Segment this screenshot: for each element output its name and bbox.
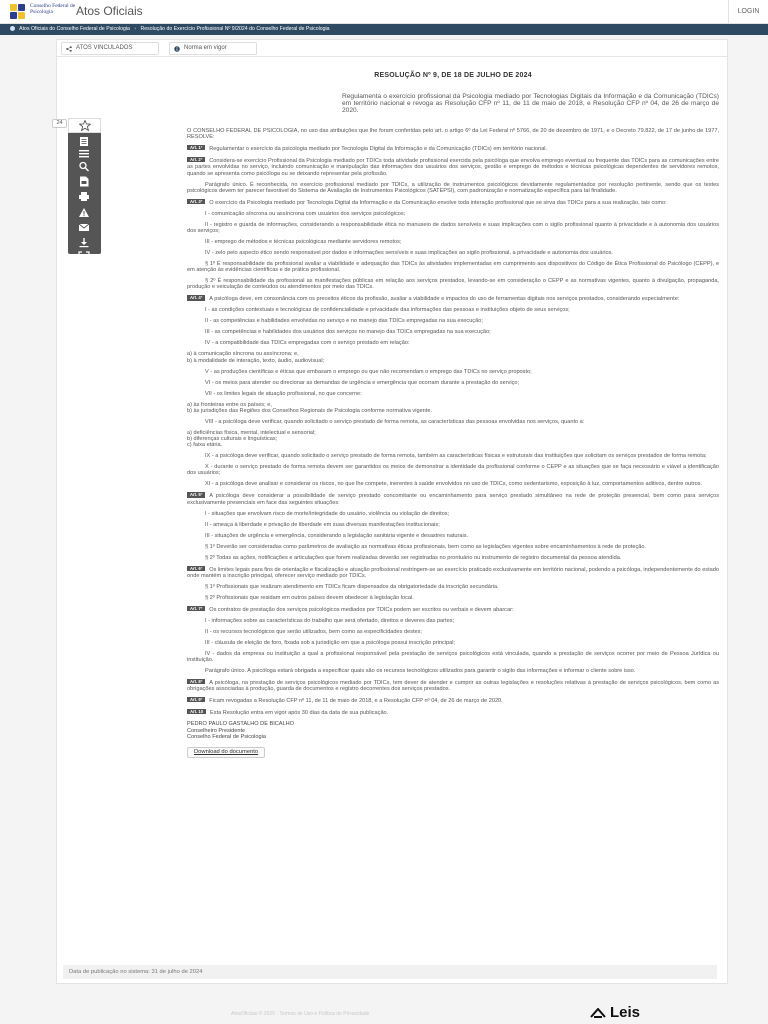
paragraph-text: § 2º Profissionais que residam em outros países devem obedecer à legislação local. — [205, 594, 414, 601]
tab-norma-em-vigor[interactable] — [169, 42, 257, 55]
document-paragraph — [187, 222, 719, 234]
article-label: Art. 4º — [187, 295, 205, 300]
download-tool-button[interactable] — [68, 235, 101, 250]
document-paragraph — [187, 351, 719, 363]
paragraph-text: VIII - a psicóloga deve verificar, quando solicitado o serviço prestado de forma remota, as características das pessoas envolvidas nos serviços, quanto a: — [205, 418, 585, 425]
document-paragraph — [187, 182, 719, 194]
signature-name: PEDRO PAULO GASTALHO DE BICALHO — [187, 721, 295, 728]
document-paragraph — [187, 430, 719, 449]
paragraph-text: XI - a psicóloga deve analisar e considerar os riscos, no que lhe compete, inerentes à saúde envolvidos no uso de TDICs, como sedentarismo, exposição à luz, comportamentos aditivos, dentre outros. — [205, 481, 703, 488]
document-paragraph — [187, 199, 719, 206]
cfp-logo[interactable] — [10, 3, 76, 21]
document-body — [187, 72, 719, 758]
article-label: Art. 7º — [187, 606, 205, 611]
document-paragraph — [187, 453, 719, 459]
paragraph-text: Ficam revogadas a Resolução CFP nº 11, de 11 de maio de 2018, e a Resolução CFP nº 04, de 26 de março de 2020. — [209, 698, 503, 705]
article-label: Art. 2º — [187, 157, 205, 162]
article-label: Art. 10 — [187, 709, 206, 714]
favorite-button[interactable] — [68, 118, 101, 133]
download-icon — [78, 237, 90, 248]
paragraph-text: O exercício da Psicologia mediado por Tecnologia Digital da Informação e da Comunicação envolve toda interação profissional que se sirva das TDICs para a sua realização, tais como: — [209, 199, 667, 206]
breadcrumb — [0, 24, 768, 35]
paragraph-text: Considera-se exercício Profissional da Psicologia mediado por TDICs toda atividade profissional exercida pela psicóloga que envolva emprego eventual ou frequente das TDICs para as comunicações entre as partes envolvidas no serviço, incluindo comunicação e manipulação das informações dos usuários dos serviços, gestão e emprego de métodos e técnicas psicológicas dependentes de servidores remotos, quando se apresenta como psicóloga ou se deixando representar pela profissão. — [187, 158, 719, 177]
document-paragraph — [187, 419, 719, 425]
paragraph-text: X - durante o serviço prestado de forma remota devem ser garantidos os meios de demonstrar a identidade da profissional conforme o CEPP e as situações que se faça necessário e viável a identificação dos usuários; — [187, 464, 719, 477]
paragraph-text: IV - a compatibilidade das TDICs empregadas com o serviço prestado em relação: — [205, 340, 410, 347]
paragraph-text: I - informações sobre as características do trabalho que será ofertado, direitos e deveres das partes; — [205, 617, 455, 624]
paragraph-text: VII - os limites legais de atuação profissional, no que concerne: — [205, 390, 362, 397]
paragraph-text: a) à comunicação síncrona ou assíncrona; e, b) à modalidade de interação, texto, áudio, audiovisual; — [187, 351, 325, 364]
paragraph-text: a) deficiências física, mental, intelectual e sensorial; b) diferenças culturais e linguísticas; c) faixa etária. — [187, 429, 316, 449]
document-paragraph — [187, 606, 719, 613]
paragraph-text: Regulamentar o exercício da psicologia mediado por Tecnologia Digital da Informação e da Comunicação (TDICs) em território nacional. — [209, 146, 548, 153]
signature-block — [187, 721, 719, 740]
paragraph-text: V - as produções científicas e éticas que embasam o emprego ou que não recomendam o emprego das TDICs no serviço proposto; — [205, 368, 532, 375]
home-icon[interactable] — [10, 26, 15, 31]
document-title: RESOLUÇÃO Nº 9, DE 18 DE JULHO DE 2024 — [374, 72, 532, 79]
paragraph-text: I - situações que envolvam risco de morte/integridade do usuário, violência ou violação de direitos; — [205, 510, 450, 517]
pdf-tool-button[interactable] — [68, 174, 101, 189]
download-document-button[interactable]: Download do documento — [187, 747, 265, 758]
document-paragraph — [187, 533, 719, 539]
expand-icon — [78, 251, 90, 262]
paragraph-text: IV - zelo pelo aspecto ético sendo responsável por dados e informações sensíveis e suas implicações ao sigilo profissional, a privacidade e autonomia dos usuários. — [205, 250, 613, 257]
leis-logo[interactable] — [586, 1004, 666, 1024]
logo-mark-icon — [10, 4, 26, 20]
paragraph-text: II - os recursos tecnológicos que serão utilizados, bem como as especificidades destes; — [205, 628, 423, 635]
paragraph-text: A psicóloga deve, em consonância com os preceitos éticos da profissão, avaliar a viabilidade e impactos do uso de ferramentas digitais nos serviços prestados, considerando especialmente: — [209, 296, 680, 303]
document-paragraph — [187, 618, 719, 624]
paragraph-text: Esta Resolução entra em vigor após 30 dias da data de sua publicação. — [210, 710, 389, 717]
star-icon — [79, 120, 91, 131]
leis-mark-icon — [590, 1008, 606, 1018]
document-paragraph — [187, 584, 719, 590]
document-paragraph — [187, 318, 719, 324]
document-paragraph — [187, 709, 719, 716]
document-paragraph — [187, 697, 719, 704]
document-paragraph — [187, 145, 719, 152]
signature-org: Conselho Federal de Psicologia — [187, 733, 266, 740]
search-tool-button[interactable] — [68, 159, 101, 174]
list-icon — [78, 148, 90, 159]
print-icon — [78, 191, 90, 202]
document-paragraph — [187, 295, 719, 302]
paragraph-text: I - as condições contextuais e tecnológicas de confidencialidade e privacidade das informações das pessoas e instituições objeto de seus serviços; — [205, 307, 570, 314]
expand-tool-button[interactable] — [68, 249, 101, 264]
document-paragraph — [187, 566, 719, 579]
mail-tool-button[interactable] — [68, 220, 101, 235]
document-paragraph — [187, 239, 719, 245]
search-icon — [78, 161, 90, 172]
paragraph-text: Parágrafo único. É reconhecida, no exercício profissional mediado por TDICs, a utilização de instrumentos psicológicos devidamente regulamentados por resolução pertinente, sendo que os testes psicológicos devem ter parecer favorável do Sistema de Avaliação de Instrumentos Psicológicos (SATEPSI), com padronização e normatização específica para tal finalidade. — [187, 181, 719, 194]
document-paragraph — [187, 250, 719, 256]
paragraph-text: IV - dados da empresa ou instituição a qual a profissional responsável pela prestação de serviços psicológicos está vinculada, quando a prestação de serviços ocorrer por meio de Pessoa Jurídica ou instituição. — [187, 650, 719, 664]
document-paragraph — [187, 679, 719, 692]
document-paragraph — [187, 157, 719, 177]
document-paragraph — [187, 544, 719, 550]
document-paragraph — [187, 511, 719, 517]
article-label: Art. 6º — [187, 566, 205, 571]
paragraph-text: IX - a psicóloga deve verificar, quando solicitado o serviço prestado de forma remota, também as características físicas e estruturais das instituições que solicitam os serviços prestados de forma remota; — [205, 453, 707, 460]
document-paragraph — [187, 340, 719, 346]
breadcrumb-item-atos[interactable]: Atos Oficiais do Conselho Federal de Psicologia — [19, 26, 130, 32]
paragraph-text: A psicóloga, na prestação de serviços psicológicos mediado por TDICs, tem dever de atender e cumprir as outras legislações e resoluções relativas à prestação de serviços psicológicos, bem como as obrigações associadas à produção, guarda de documentos e registro decorrentes dos serviços prestados. — [187, 680, 719, 693]
app-title[interactable]: Atos Oficiais — [76, 4, 143, 18]
publication-date: Data de publicação no sistema: 31 de julho de 2024 — [63, 965, 717, 979]
login-button[interactable]: LOGIN — [728, 0, 768, 24]
document-paragraph — [187, 402, 719, 414]
document-paragraph — [187, 278, 719, 290]
paragraph-text: II - as competências e habilidades envolvidas no serviço e no manejo das TDICs empregadas na sua execução; — [205, 318, 483, 325]
article-label: Art. 8º — [187, 679, 205, 684]
document-preamble: O CONSELHO FEDERAL DE PSICOLOGIA, no uso das atribuições que lhe foram conferidas pelo art. o artigo 6º da Lei Federal nº 5766, de 20 de dezembro de 1971, e o Decreto 79.822, de 17 de junho de 1977, RESOLVE: — [187, 128, 719, 141]
paragraph-text: III - cláusula de eleição de foro, fixada sob a jurisdição em que a psicóloga possui inscrição principal; — [205, 639, 455, 646]
article-label: Art. 1º — [187, 145, 205, 150]
document-paragraph — [187, 369, 719, 375]
warning-icon — [78, 207, 90, 218]
paragraph-text: VI - os meios para atender ou direcionar as demandas de urgência e emergência que ocorram durante a prestação do serviço; — [205, 379, 520, 386]
document-paragraph — [187, 668, 719, 674]
document-paragraph — [187, 595, 719, 601]
document-paragraph — [187, 329, 719, 335]
paragraph-text: § 1º Profissionais que realizam atendimento em TDICs ficam dispensados da obrigatoriedade da inscrição secundária. — [205, 583, 499, 590]
document-paragraph — [187, 307, 719, 313]
warning-tool-button[interactable] — [68, 205, 101, 220]
breadcrumb-item-resolucao[interactable]: Resolução do Exercício Profissional Nº 9/2024 do Conselho Federal de Psicologia — [140, 26, 330, 32]
document-paragraph — [187, 629, 719, 635]
article-label: Art. 3º — [187, 199, 205, 204]
document-paragraph — [187, 261, 719, 273]
paragraph-text: a) às fronteiras entre os países; e, b) às jurisdições das Regiões dos Conselhos Regionais de Psicologia conforme normativa vigente. — [187, 401, 433, 414]
paragraph-text: III - situações de urgência e emergência, considerando a legislação sanitária vigente e desastres naturais. — [205, 532, 469, 539]
document-ementa: Regulamenta o exercício profissional da Psicologia mediado por Tecnologias Digitais da Informação e da Comunicação (TDICs) em território nacional e revoga as Resolução CFP nº 11, de 11 de maio de 2018, e Resolução CFP nº 04, de 26 de março de 2020. — [342, 93, 719, 114]
paragraph-text: Os contratos de prestação dos serviços psicológicos mediados por TDICs podem ser escritos ou verbais e devem abarcar: — [209, 606, 514, 613]
document-card — [56, 39, 728, 984]
paragraph-text: Os limites legais para fins de orientação e fiscalização e atuação profissional restringem-se ao exercício praticado exclusivamente em território nacional, podendo a psicóloga, independentemente do estado onde mantém a inscrição principal, oferecer serviço mediado por TDICs. — [187, 566, 719, 579]
leis-brand: Leis — [610, 1004, 641, 1021]
document-paragraph — [187, 464, 719, 476]
share-icon — [66, 46, 72, 52]
document-paragraph — [187, 640, 719, 646]
mail-icon — [78, 222, 90, 233]
document-paragraph — [187, 522, 719, 528]
logo-text: Conselho Federal de Psicologia — [30, 3, 76, 15]
document-paragraph — [187, 391, 719, 397]
print-tool-button[interactable] — [68, 189, 101, 204]
document-paragraphs — [187, 145, 719, 716]
paragraph-text: II - registro e guarda de informações, considerando a responsabilidade ética no manuseio de dados sensíveis e suas implicações com o sigilo profissional quanto à privacidade e à autonomia dos usuários dos serviços; — [187, 221, 719, 235]
document-paragraph — [187, 555, 719, 561]
tab-label: ATOS VINCULADOS — [76, 45, 133, 51]
paragraph-text: II - ameaça à liberdade e privação de liberdade em suas diversas manifestações institucionais; — [205, 521, 440, 528]
pdf-icon — [78, 176, 90, 187]
paragraph-text: § 2º É responsabilidade da profissional as manifestações públicas em relação aos serviços prestados, levando-se em consideração o CEPP e as normativas vigentes, quanto à divulgação, propaganda, produção e veiculação de conteúdos ou atendimentos por meio das TDICs. — [187, 278, 719, 291]
paragraph-text: § 1º É responsabilidade da profissional avaliar a viabilidade e adequação das TDICs às atividades implementadas em cumprimento aos dispositivos do Código de Ética Profissional do Psicólogo (CEPP), e em atenção às evidências científicas e de prática profissional. — [187, 261, 719, 274]
article-label: Art. 9º — [187, 697, 205, 702]
tab-bar — [57, 40, 727, 57]
info-icon — [174, 46, 180, 52]
count-badge: 24 — [52, 119, 67, 128]
document-paragraph — [187, 481, 719, 487]
paragraph-text: III - emprego de métodos e técnicas psicológicas mediante servidores remotos; — [205, 239, 402, 246]
paragraph-text: § 2º Todas as ações, notificações e articulações que forem realizadas deverão ser registradas no prontuário ou instrumento de registro documental da pessoa atendida. — [205, 554, 622, 561]
document-paragraph — [187, 651, 719, 663]
breadcrumb-separator: › — [134, 26, 137, 32]
document-paragraph — [187, 380, 719, 386]
tab-atos-vinculados[interactable] — [61, 42, 159, 55]
paragraph-text: A psicóloga deve considerar a possibilidade de serviço prestado concomitante ou encaminhamento para serviço prestado simultâneo na rede de proteção presencial, bem como para serviços exclusivamente presenciais em face das seguintes situações: — [187, 493, 719, 506]
document-paragraph — [187, 492, 719, 505]
paragraph-text: Parágrafo único. A psicóloga estará obrigada a especificar quais são os recursos tecnológicos utilizados para garantir o sigilo das informações e informar o cliente sobre isso. — [205, 668, 636, 675]
article-label: Art. 5º — [187, 492, 205, 497]
footer-note[interactable]: AtosOficiais © 2025 · Termos de Uso e Política de Privacidade — [231, 1011, 370, 1017]
top-bar — [0, 0, 768, 24]
paragraph-text: I - comunicação síncrona ou assíncrona com usuários dos serviços psicológicos; — [205, 210, 406, 217]
paragraph-text: III - as competências e habilidades dos usuários dos serviços no manejo das TDICs empregadas na sua execução; — [205, 329, 491, 336]
paragraph-text: § 1º Deverão ser consideradas como parâmetros de avaliação as normativas éticas profissionais, bem como as legislações vigentes sobre encaminhamentos à rede de proteção. — [205, 543, 647, 550]
tab-label: Norma em vigor — [184, 45, 227, 51]
document-paragraph — [187, 211, 719, 217]
signature-role: Conselheiro Presidente — [187, 727, 246, 734]
